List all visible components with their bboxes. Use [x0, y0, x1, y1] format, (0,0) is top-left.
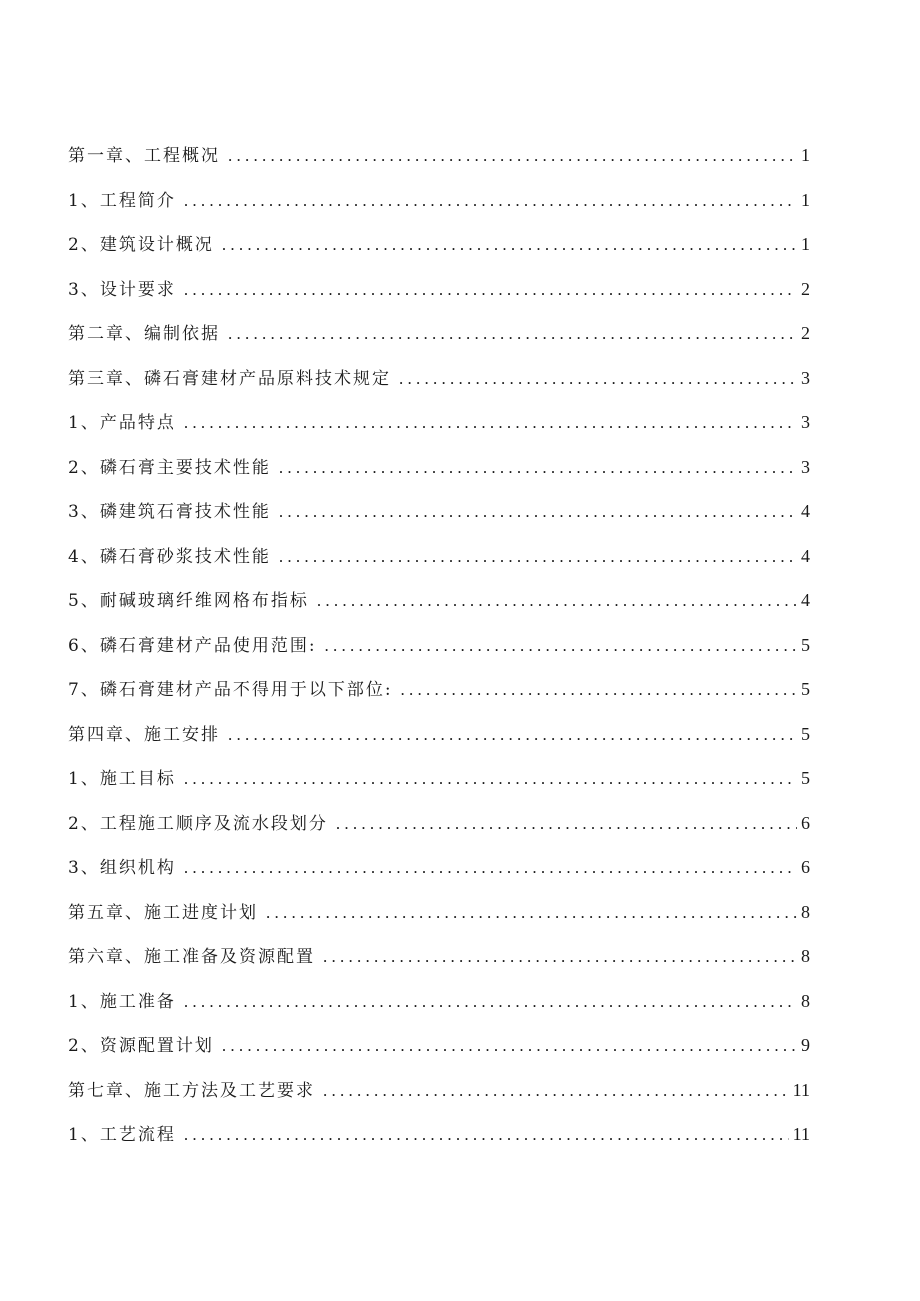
toc-entry-title: 第一章、工程概况 — [68, 146, 220, 166]
toc-entry-title: 第三章、磷石膏建材产品原料技术规定 — [68, 368, 391, 389]
toc-entry-title: 第七章、施工方法及工艺要求 — [68, 1080, 315, 1101]
toc-page-number: 4 — [801, 501, 810, 521]
toc-entry-title: 1、施工准备 — [68, 991, 176, 1012]
toc-page-number: 6 — [801, 812, 810, 833]
toc-entry-title: 3、设计要求 — [68, 279, 176, 300]
toc-entry[interactable] — [68, 496, 810, 541]
toc-entry-title: 2、建筑设计概况 — [68, 235, 214, 255]
toc-dot-leader — [184, 1120, 789, 1150]
toc-dot-leader — [228, 141, 797, 171]
toc-page-number: 4 — [801, 545, 810, 566]
toc-dot-leader — [336, 809, 797, 839]
toc-page-number: 5 — [801, 768, 810, 788]
toc-page-number: 6 — [801, 857, 810, 877]
toc-entry-title: 4、磷石膏砂浆技术性能 — [68, 546, 271, 567]
toc-entry[interactable] — [68, 852, 810, 897]
toc-dot-leader — [399, 364, 797, 394]
toc-dot-leader — [317, 586, 797, 616]
toc-entry-title: 2、资源配置计划 — [68, 1036, 214, 1056]
toc-entry[interactable] — [68, 585, 810, 630]
toc-entry[interactable] — [68, 719, 810, 764]
toc-dot-leader — [184, 275, 797, 305]
toc-page-number: 11 — [792, 1124, 810, 1144]
toc-page-number: 5 — [801, 723, 810, 744]
toc-entry[interactable] — [68, 318, 810, 363]
toc-entry-title: 2、磷石膏主要技术性能 — [68, 457, 271, 478]
toc-dot-leader — [222, 1031, 797, 1061]
toc-entry-title: 3、组织机构 — [68, 858, 176, 878]
toc-page-number: 8 — [801, 946, 810, 966]
toc-page-number: 4 — [801, 590, 810, 610]
toc-dot-leader — [184, 186, 797, 216]
toc-page-number: 1 — [801, 145, 810, 165]
toc-dot-leader — [222, 230, 797, 260]
toc-entry[interactable] — [68, 140, 810, 185]
toc-entry[interactable] — [68, 897, 810, 942]
toc-entry[interactable] — [68, 763, 810, 808]
toc-page-number: 3 — [801, 367, 810, 388]
toc-entry[interactable] — [68, 407, 810, 452]
toc-dot-leader — [184, 987, 797, 1017]
toc-entry-title: 第五章、施工进度计划 — [68, 902, 258, 923]
toc-page-number: 11 — [792, 1079, 810, 1100]
toc-entry[interactable] — [68, 185, 810, 230]
toc-page-number: 2 — [801, 278, 810, 299]
toc-entry-title: 5、耐碱玻璃纤维网格布指标 — [68, 591, 309, 611]
toc-page-number: 2 — [801, 323, 810, 343]
toc-page-number: 8 — [801, 901, 810, 922]
toc-page-number: 1 — [801, 234, 810, 254]
toc-dot-leader — [279, 542, 797, 572]
toc-entry[interactable] — [68, 1030, 810, 1075]
toc-entry[interactable] — [68, 229, 810, 274]
toc-dot-leader — [279, 497, 797, 527]
toc-page-number: 3 — [801, 456, 810, 477]
toc-dot-leader — [401, 675, 797, 705]
toc-entry-title: 1、产品特点 — [68, 413, 176, 433]
toc-page-number: 1 — [801, 189, 810, 210]
toc-entry-title: 6、磷石膏建材产品使用范围: — [68, 635, 317, 656]
toc-entry-title: 2、工程施工顺序及流水段划分 — [68, 813, 328, 834]
toc-page-number: 5 — [801, 679, 810, 699]
toc-entry-title: 第二章、编制依据 — [68, 324, 220, 344]
toc-entry-title: 1、施工目标 — [68, 769, 176, 789]
toc-entry-title: 1、工程简介 — [68, 190, 176, 211]
toc-entry[interactable] — [68, 1119, 810, 1164]
toc-entry[interactable] — [68, 674, 810, 719]
toc-page-number: 9 — [801, 1035, 810, 1055]
toc-dot-leader — [323, 942, 797, 972]
table-of-contents — [68, 140, 810, 1164]
toc-entry[interactable] — [68, 452, 810, 497]
toc-dot-leader — [184, 408, 797, 438]
toc-entry[interactable] — [68, 1075, 810, 1120]
toc-entry-title: 第六章、施工准备及资源配置 — [68, 947, 315, 967]
toc-entry[interactable] — [68, 630, 810, 675]
toc-entry-title: 3、磷建筑石膏技术性能 — [68, 502, 271, 522]
toc-entry[interactable] — [68, 941, 810, 986]
toc-dot-leader — [323, 1076, 789, 1106]
toc-dot-leader — [266, 898, 797, 928]
toc-entry[interactable] — [68, 363, 810, 408]
toc-dot-leader — [228, 319, 797, 349]
toc-dot-leader — [184, 764, 797, 794]
toc-page-number: 5 — [801, 634, 810, 655]
toc-dot-leader — [279, 453, 797, 483]
toc-dot-leader — [228, 720, 797, 750]
toc-dot-leader — [184, 853, 797, 883]
toc-entry-title: 1、工艺流程 — [68, 1125, 176, 1145]
toc-page-number: 3 — [801, 412, 810, 432]
toc-entry[interactable] — [68, 274, 810, 319]
toc-entry-title: 第四章、施工安排 — [68, 724, 220, 745]
toc-page-number: 8 — [801, 990, 810, 1011]
toc-dot-leader — [325, 631, 797, 661]
toc-entry[interactable] — [68, 986, 810, 1031]
toc-entry[interactable] — [68, 541, 810, 586]
toc-entry[interactable] — [68, 808, 810, 853]
toc-entry-title: 7、磷石膏建材产品不得用于以下部位: — [68, 680, 393, 700]
